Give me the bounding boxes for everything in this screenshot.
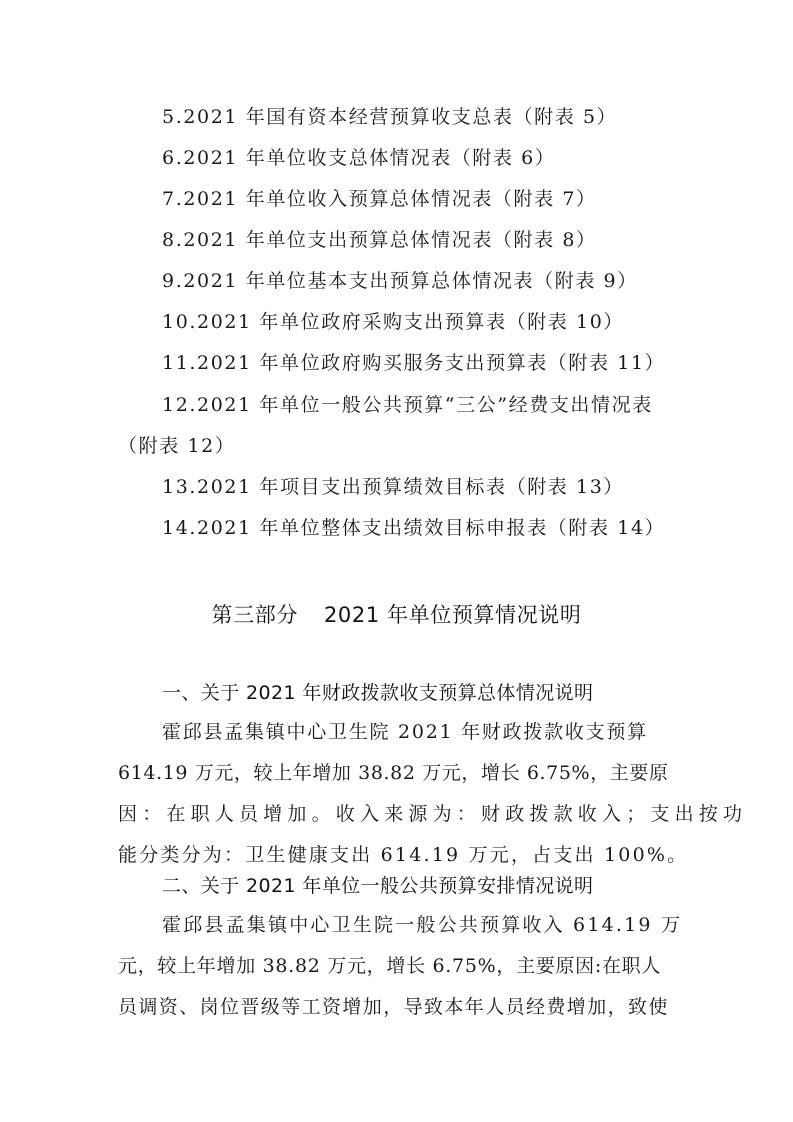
paragraph-line: 员调资、岗位晋级等工资增加，导致本年人员经费增加，致使 xyxy=(118,996,669,1018)
toc-item: 8.2021 年单位支出预算总体情况表（附表 8） xyxy=(162,229,597,251)
toc-item: 9.2021 年单位基本支出预算总体情况表（附表 9） xyxy=(162,270,638,292)
part-label: 第三部分 xyxy=(211,603,298,627)
toc-item: 11.2021 年单位政府购买服务支出预算表（附表 11） xyxy=(162,352,666,374)
paragraph-line: 霍邱县孟集镇中心卫生院 2021 年财政拨款收支预算 xyxy=(162,721,648,743)
section-heading: 二、关于 2021 年单位一般公共预算安排情况说明 xyxy=(162,875,594,897)
toc-item: 5.2021 年国有资本经营预算收支总表（附表 5） xyxy=(162,106,618,128)
paragraph-line: 霍邱县孟集镇中心卫生院一般公共预算收入 614.19 万 xyxy=(162,914,683,936)
toc-item: 13.2021 年项目支出预算绩效目标表（附表 13） xyxy=(162,476,625,498)
paragraph-line: 元，较上年增加 38.82 万元，增长 6.75%，主要原因:在职人 xyxy=(118,955,662,977)
paragraph-line: 能分类分为：卫生健康支出 614.19 万元，占支出 100%。 xyxy=(118,844,689,866)
section-heading: 一、关于 2021 年财政拨款收支预算总体情况说明 xyxy=(162,682,594,704)
paragraph-line: 因：在职人员增加。收入来源为：财政拨款收入；支出按功 xyxy=(118,803,748,825)
toc-item: 14.2021 年单位整体支出绩效目标申报表（附表 14） xyxy=(162,517,666,539)
toc-item: 10.2021 年单位政府采购支出预算表（附表 10） xyxy=(162,311,625,333)
toc-item: 12.2021 年单位一般公共预算“三公”经费支出情况表 xyxy=(162,394,653,416)
toc-item-continuation: （附表 12） xyxy=(118,435,236,457)
part-heading: 2021 年单位预算情况说明 xyxy=(323,603,582,627)
part-title xyxy=(0,600,793,630)
toc-item: 7.2021 年单位收入预算总体情况表（附表 7） xyxy=(162,188,597,210)
paragraph-line: 614.19 万元，较上年增加 38.82 万元，增长 6.75%，主要原 xyxy=(118,762,669,784)
toc-item: 6.2021 年单位收支总体情况表（附表 6） xyxy=(162,147,556,169)
